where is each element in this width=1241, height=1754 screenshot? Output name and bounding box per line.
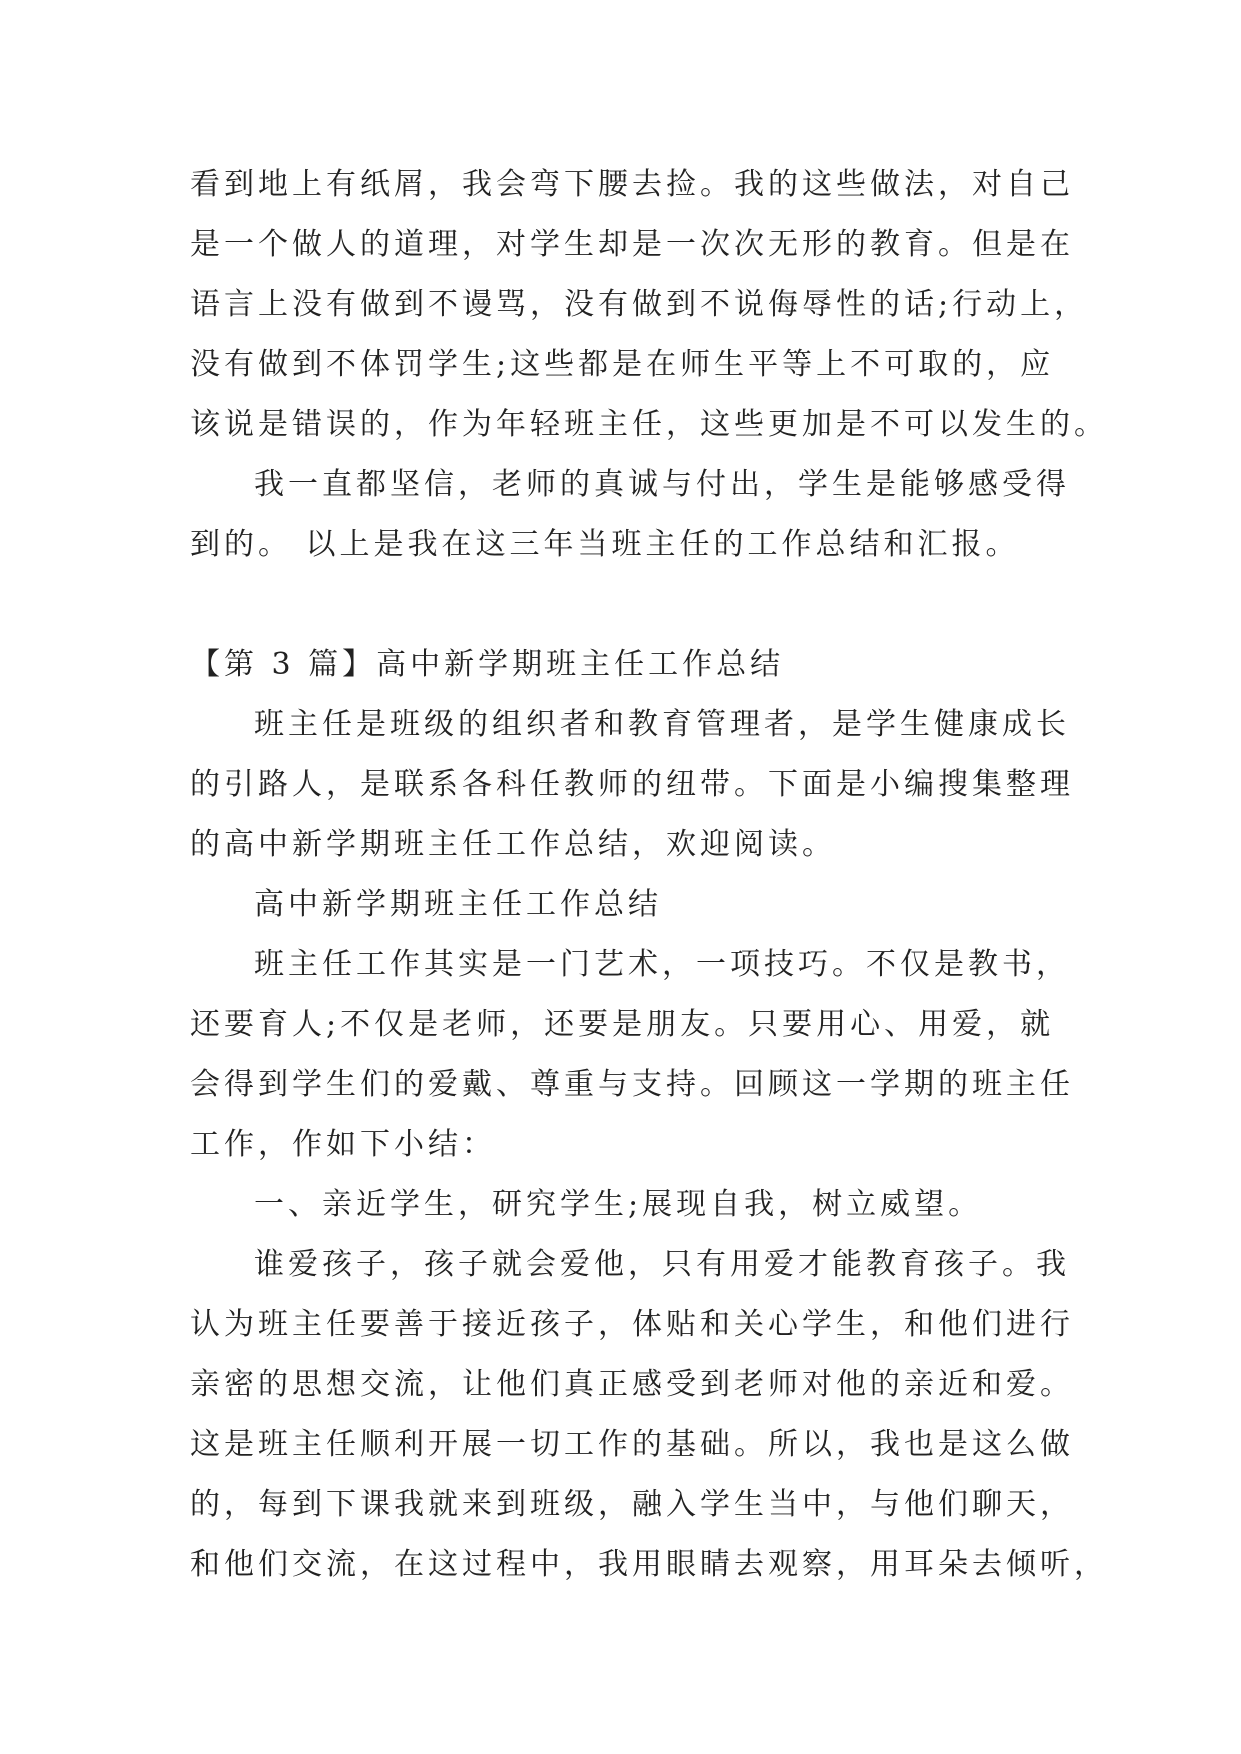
section-heading: 【第 3 篇】高中新学期班主任工作总结 bbox=[190, 647, 785, 682]
text-line: 的引路人，是联系各科任教师的纽带。下面是小编搜集整理 bbox=[190, 767, 1074, 802]
paragraph-top bbox=[190, 155, 1108, 455]
text-line: 语言上没有做到不谩骂，没有做到不说侮辱性的话;行动上， bbox=[190, 287, 1089, 322]
text-line: 是一个做人的道理，对学生却是一次次无形的教育。但是在 bbox=[190, 227, 1074, 262]
text-line: 和他们交流，在这过程中，我用眼睛去观察，用耳朵去倾听， bbox=[190, 1547, 1108, 1582]
text-line: 谁爱孩子，孩子就会爱他，只有用爱才能教育孩子。我 bbox=[254, 1247, 1070, 1282]
text-line: 看到地上有纸屑，我会弯下腰去捡。我的这些做法，对自己 bbox=[190, 167, 1074, 202]
text-line: 的，每到下课我就来到班级，融入学生当中，与他们聊天， bbox=[190, 1487, 1074, 1522]
text-line: 工作，作如下小结： bbox=[190, 1127, 496, 1162]
section-subtitle: 高中新学期班主任工作总结 bbox=[254, 887, 662, 922]
paragraph-1 bbox=[190, 935, 1074, 1175]
paragraph-2 bbox=[190, 1235, 1108, 1595]
paragraph-closing bbox=[190, 455, 1070, 575]
text-line: 班主任是班级的组织者和教育管理者，是学生健康成长 bbox=[254, 707, 1070, 742]
document-page bbox=[190, 155, 1108, 1595]
text-line: 班主任工作其实是一门艺术，一项技巧。不仅是教书， bbox=[254, 947, 1070, 982]
text-line: 到的。 以上是我在这三年当班主任的工作总结和汇报。 bbox=[190, 527, 1020, 562]
section-gap bbox=[190, 575, 1060, 635]
text-line: 还要育人;不仅是老师，还要是朋友。只要用心、用爱，就 bbox=[190, 1007, 1055, 1042]
text-line: 会得到学生们的爱戴、尊重与支持。回顾这一学期的班主任 bbox=[190, 1067, 1074, 1102]
text-line: 的高中新学期班主任工作总结，欢迎阅读。 bbox=[190, 827, 836, 862]
text-line: 没有做到不体罚学生;这些都是在师生平等上不可取的，应 bbox=[190, 347, 1055, 382]
text-line: 该说是错误的，作为年轻班主任，这些更加是不可以发生的。 bbox=[190, 407, 1108, 442]
text-line: 亲密的思想交流，让他们真正感受到老师对他的亲近和爱。 bbox=[190, 1367, 1074, 1402]
item-heading: 一、亲近学生，研究学生;展现自我，树立威望。 bbox=[254, 1187, 983, 1222]
text-line: 我一直都坚信，老师的真诚与付出，学生是能够感受得 bbox=[254, 467, 1070, 502]
text-line: 这是班主任顺利开展一切工作的基础。所以，我也是这么做 bbox=[190, 1427, 1074, 1462]
paragraph-intro bbox=[190, 695, 1074, 875]
text-line: 认为班主任要善于接近孩子，体贴和关心学生，和他们进行 bbox=[190, 1307, 1074, 1342]
